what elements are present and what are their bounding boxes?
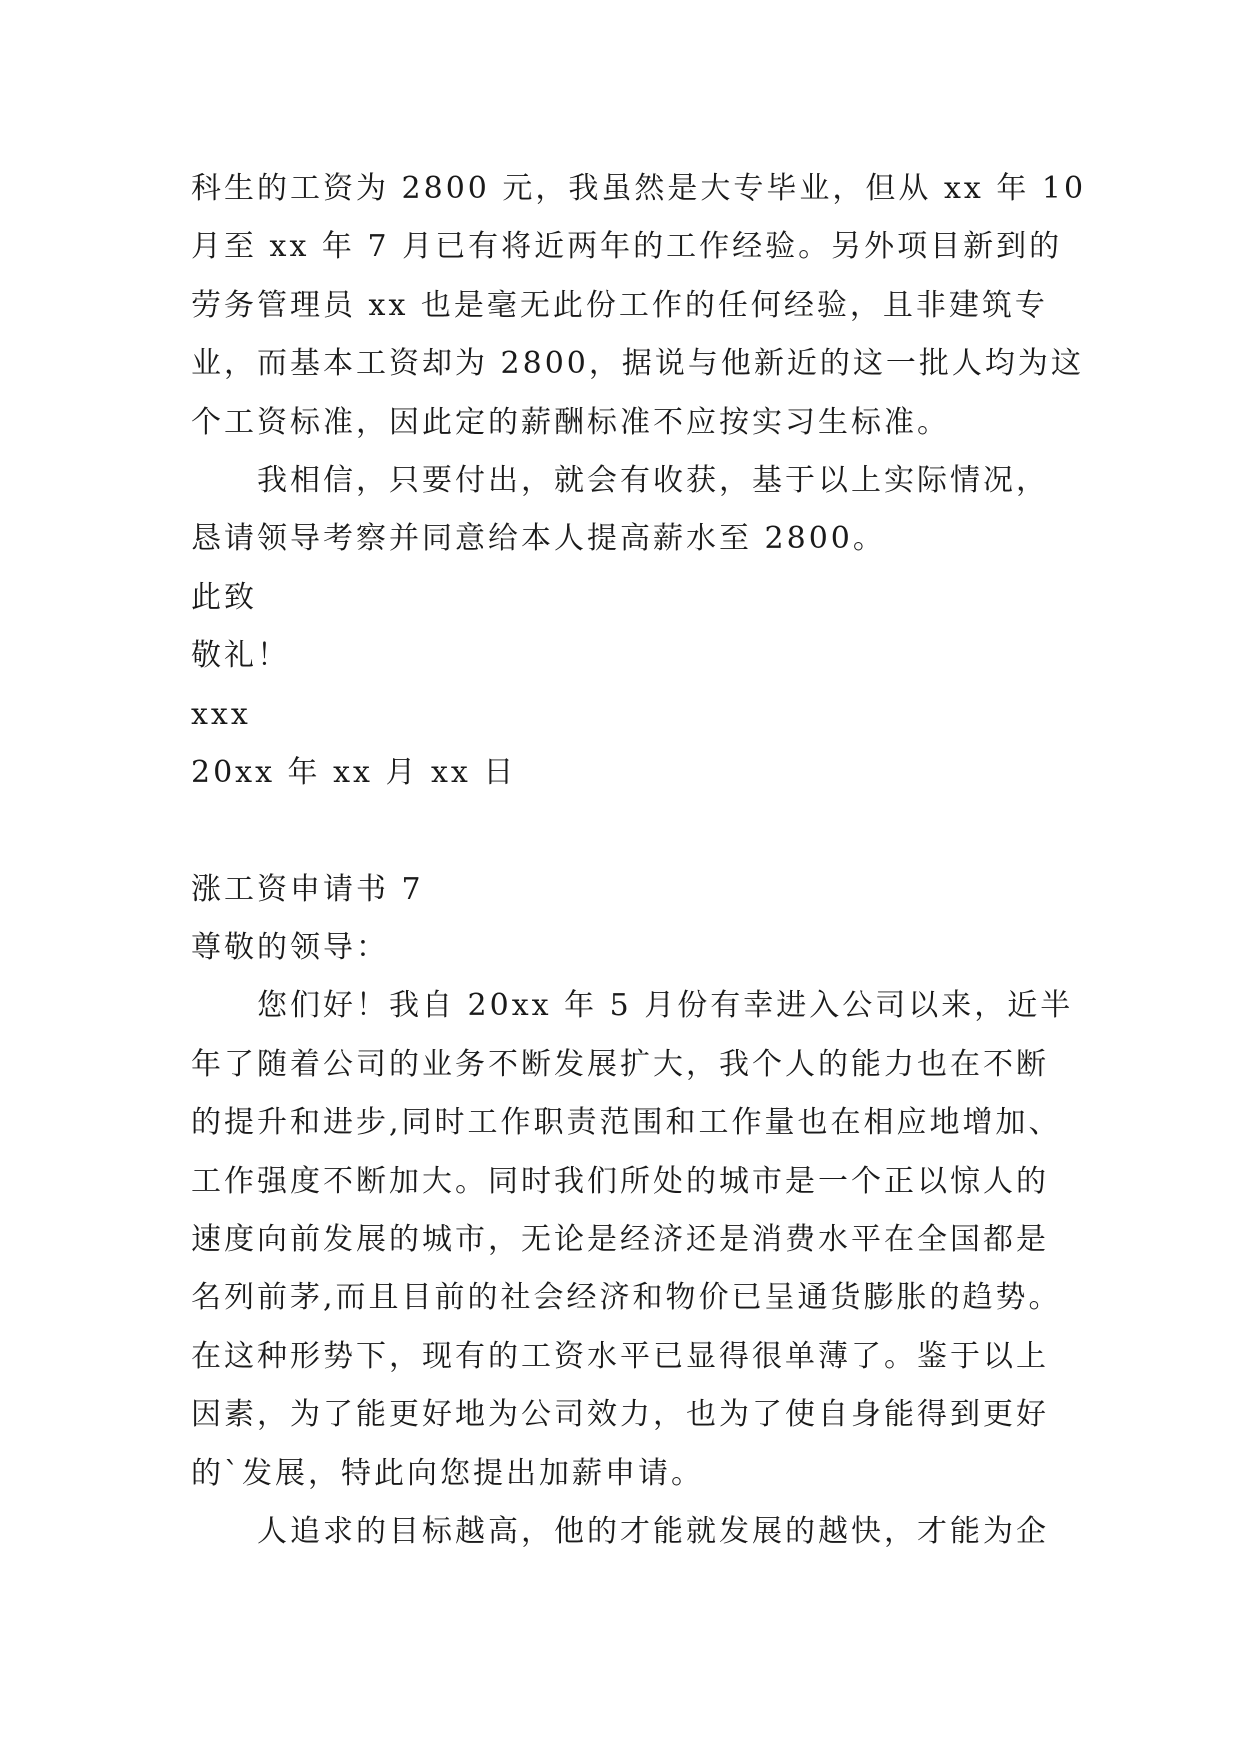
- text-line: 您们好！我自 20xx 年 5 月份有幸进入公司以来，近半: [257, 988, 1074, 1024]
- section-title: 涨工资申请书 7: [191, 871, 424, 907]
- paragraph-ambition: [191, 1503, 1051, 1561]
- text-line: 业，而基本工资却为 2800，据说与他新近的这一批人均为这: [191, 346, 1084, 382]
- text-line: 工作强度不断加大。同时我们所处的城市是一个正以惊人的: [191, 1163, 1049, 1199]
- text-line: 劳务管理员 xx 也是毫无此份工作的任何经验，且非建筑专: [191, 287, 1048, 323]
- text-line: 我相信，只要付出，就会有收获，基于以上实际情况，: [257, 462, 1049, 498]
- section-spacer: [191, 802, 1051, 860]
- letter-date: 20xx 年 xx 月 xx 日: [191, 754, 517, 790]
- signature: xxx: [191, 696, 251, 732]
- closing-salute: 敬礼！: [191, 638, 290, 674]
- text-line: 人追求的目标越高，他的才能就发展的越快，才能为企: [257, 1513, 1049, 1549]
- text-line: 的`发展，特此向您提出加薪申请。: [191, 1455, 704, 1491]
- paragraph-request: [191, 452, 1051, 569]
- closing-greeting: 此致: [191, 579, 257, 615]
- document-page: [191, 160, 1087, 1561]
- paragraph-introduction: [191, 977, 1074, 1503]
- paragraph-salary-comparison: [191, 160, 1087, 452]
- text-line: 的提升和进步,同时工作职责范围和工作量也在相应地增加、: [191, 1105, 1062, 1141]
- text-line: 名列前茅,而且目前的社会经济和物价已呈通货膨胀的趋势。: [191, 1280, 1062, 1316]
- text-line: 年了随着公司的业务不断发展扩大，我个人的能力也在不断: [191, 1046, 1049, 1082]
- text-line: 速度向前发展的城市，无论是经济还是消费水平在全国都是: [191, 1222, 1049, 1258]
- text-line: 恳请领导考察并同意给本人提高薪水至 2800。: [191, 521, 886, 557]
- salutation: 尊敬的领导：: [191, 930, 389, 966]
- text-line: 月至 xx 年 7 月已有将近两年的工作经验。另外项目新到的: [191, 229, 1063, 265]
- text-line: 因素，为了能更好地为公司效力，也为了使自身能得到更好: [191, 1397, 1049, 1433]
- text-line: 个工资标准，因此定的薪酬标准不应按实习生标准。: [191, 404, 950, 440]
- text-line: 在这种形势下，现有的工资水平已显得很单薄了。鉴于以上: [191, 1338, 1049, 1374]
- text-line: 科生的工资为 2800 元，我虽然是大专毕业，但从 xx 年 10: [191, 171, 1087, 206]
